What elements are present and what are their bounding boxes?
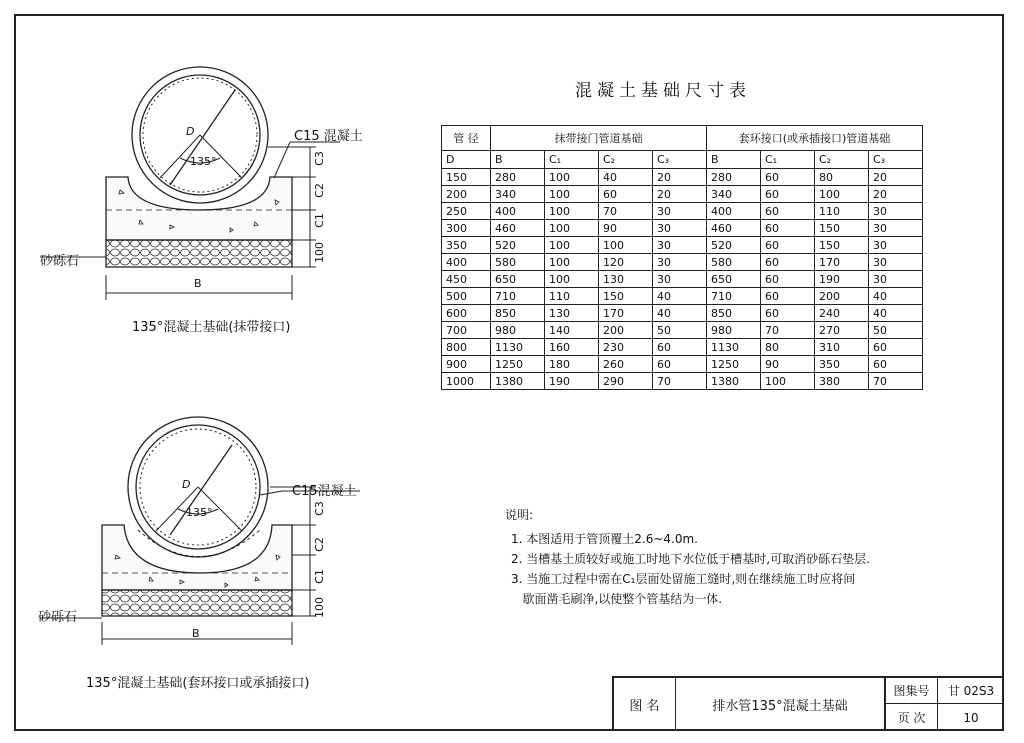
table-cell: 460 [707,220,761,237]
bottom-width-label: B [192,627,200,640]
table-row [442,339,923,356]
bottom-concrete-label: C15混凝土 [292,484,357,499]
table-row [442,237,923,254]
table-row [442,203,923,220]
table-cell: 700 [442,322,491,339]
figure-top-drawing [20,50,410,320]
table-cell: 60 [761,288,815,305]
bottom-depth-label: 100 [313,597,326,618]
table-row [442,254,923,271]
table-cell: 400 [442,254,491,271]
table-cell: 20 [869,169,923,186]
sub-header-cell: B [707,151,761,169]
table-row [442,186,923,203]
table-cell: 240 [815,305,869,322]
top-caption: 135°混凝土基础(抹带接口) [132,320,291,335]
table-cell: 20 [869,186,923,203]
table-cell: 60 [761,254,815,271]
table-cell: 100 [545,254,599,271]
table-cell: 520 [491,237,545,254]
table-cell: 60 [761,305,815,322]
top-width-label: B [194,277,202,290]
dimension-table [441,125,923,390]
table-cell: 60 [761,169,815,186]
table-cell: 30 [653,271,707,288]
table-cell: 300 [442,220,491,237]
sub-header-cell: D [442,151,491,169]
table-row [442,220,923,237]
sub-header-cell: C₂ [815,151,869,169]
table-cell: 100 [545,203,599,220]
table-cell: 120 [599,254,653,271]
top-angle-label: 135° [190,155,217,168]
table-cell: 40 [599,169,653,186]
table-cell: 30 [869,203,923,220]
table-cell: 70 [653,373,707,390]
note-1: 1. 本图适用于管顶覆土2.6~4.0m. [511,532,698,546]
table-cell: 60 [761,237,815,254]
table-cell: 170 [815,254,869,271]
table-cell: 20 [653,169,707,186]
top-depth-label: 100 [313,242,326,263]
table-cell: 100 [761,373,815,390]
table-row [442,169,923,186]
table-cell: 40 [653,288,707,305]
table-cell: 60 [869,356,923,373]
table-row [442,322,923,339]
table-cell: 200 [815,288,869,305]
table-cell: 60 [599,186,653,203]
table-cell: 130 [545,305,599,322]
table-cell: 1130 [707,339,761,356]
table-cell: 450 [442,271,491,288]
table-cell: 130 [599,271,653,288]
table-cell: 100 [545,220,599,237]
note-2: 2. 当槽基土质较好或施工时地下水位低于槽基时,可取消砂砾石垫层. [511,552,870,566]
table-cell: 40 [869,288,923,305]
table-cell: 70 [761,322,815,339]
table-cell: 100 [545,271,599,288]
table-cell: 520 [707,237,761,254]
table-cell: 100 [545,186,599,203]
top-c3-label: C3 [312,151,326,166]
table-body [442,169,923,390]
table-cell: 20 [653,186,707,203]
table-cell: 980 [707,322,761,339]
bottom-diameter-label: D [182,478,191,491]
table-cell: 710 [491,288,545,305]
table-cell: 70 [599,203,653,220]
table-cell: 60 [653,339,707,356]
table-cell: 40 [869,305,923,322]
table-cell: 80 [815,169,869,186]
table-cell: 150 [599,288,653,305]
top-c1-label: C1 [312,213,326,228]
title-block-drawing-name: 排水管135°混凝土基础 [676,678,886,731]
title-block [612,676,1004,731]
table-cell: 1000 [442,373,491,390]
bottom-c3-label: C3 [312,501,326,516]
title-block-set-value: 甘 02S3 [938,678,1004,704]
note-3: 3. 当施工过程中需在C₁层面处留施工缝时,则在继续施工时应将间 [511,572,856,586]
table-cell: 50 [869,322,923,339]
table-cell: 290 [599,373,653,390]
table-cell: 800 [442,339,491,356]
table-row [442,356,923,373]
table-cell: 30 [653,220,707,237]
figure-bottom-drawing [20,405,410,655]
table-cell: 190 [815,271,869,288]
table-title: 混凝土基础尺寸表 [575,81,751,101]
table-cell: 60 [761,271,815,288]
table-cell: 1250 [707,356,761,373]
table-cell: 100 [545,237,599,254]
table-cell: 230 [599,339,653,356]
table-cell: 40 [653,305,707,322]
table-cell: 850 [491,305,545,322]
table-cell: 280 [491,169,545,186]
table-cell: 70 [869,373,923,390]
table-cell: 650 [707,271,761,288]
table-cell: 500 [442,288,491,305]
sub-header-cell: C₂ [599,151,653,169]
title-block-set-label: 图集号 [886,678,938,704]
table-cell: 650 [491,271,545,288]
table-cell: 30 [869,237,923,254]
sub-header-cell: C₁ [545,151,599,169]
notes-heading: 说明: [505,508,534,522]
bottom-c1-label: C1 [312,569,326,584]
sub-header-cell: B [491,151,545,169]
table-cell: 150 [815,237,869,254]
title-block-page-label: 页 次 [886,704,938,731]
sub-header-cell: C₃ [653,151,707,169]
table-cell: 90 [761,356,815,373]
table-cell: 170 [599,305,653,322]
table-cell: 80 [761,339,815,356]
bottom-c2-label: C2 [312,537,326,552]
table-row [442,373,923,390]
sub-header-cell: C₃ [869,151,923,169]
title-block-page-value: 10 [963,710,979,725]
header-pipe: 管 径 [442,126,491,151]
table-cell: 150 [442,169,491,186]
table-cell: 200 [599,322,653,339]
table-cell: 460 [491,220,545,237]
table-cell: 150 [815,220,869,237]
table-cell: 400 [707,203,761,220]
table-cell: 50 [653,322,707,339]
table-cell: 30 [869,220,923,237]
table-cell: 60 [761,220,815,237]
table-cell: 980 [491,322,545,339]
table-cell: 340 [707,186,761,203]
table-cell: 110 [815,203,869,220]
table-cell: 580 [707,254,761,271]
table-row [442,288,923,305]
table-row [442,271,923,288]
bottom-gravel-label: 砂砾石 [38,610,78,625]
table-cell: 160 [545,339,599,356]
table-row [442,305,923,322]
top-diameter-label: D [186,125,195,138]
table-cell: 400 [491,203,545,220]
table-cell: 310 [815,339,869,356]
table-cell: 30 [869,254,923,271]
table-cell: 60 [653,356,707,373]
table-cell: 200 [442,186,491,203]
table-cell: 1250 [491,356,545,373]
table-cell: 1380 [707,373,761,390]
notes-block [505,505,870,609]
table-cell: 190 [545,373,599,390]
table-cell: 30 [653,254,707,271]
table-cell: 30 [869,271,923,288]
bottom-angle-label: 135° [186,506,213,519]
table-cell: 850 [707,305,761,322]
sub-header-row [442,151,923,169]
gravel-bed-top [106,240,292,267]
header-group2: 套环接口(或承插接口)管道基础 [707,126,923,151]
table-cell: 140 [545,322,599,339]
table-cell: 250 [442,203,491,220]
table-cell: 350 [442,237,491,254]
top-gravel-label: 砂砾石 [40,254,80,269]
title-block-name-label: 图 名 [614,678,676,731]
table-cell: 60 [761,203,815,220]
table-cell: 350 [815,356,869,373]
table-cell: 340 [491,186,545,203]
table-cell: 60 [869,339,923,356]
table-cell: 280 [707,169,761,186]
table-cell: 30 [653,203,707,220]
table-cell: 110 [545,288,599,305]
gravel-bed-bottom [102,590,292,616]
table-cell: 260 [599,356,653,373]
table-cell: 60 [761,186,815,203]
table-cell: 1130 [491,339,545,356]
table-cell: 30 [653,237,707,254]
note-4: 歇面凿毛刷净,以使整个管基结为一体. [511,592,723,606]
top-concrete-label: C15 混凝土 [294,129,363,144]
table-cell: 90 [599,220,653,237]
table-cell: 100 [599,237,653,254]
table-cell: 600 [442,305,491,322]
sub-header-cell: C₁ [761,151,815,169]
table-cell: 100 [815,186,869,203]
table-cell: 270 [815,322,869,339]
table-cell: 100 [545,169,599,186]
table-cell: 900 [442,356,491,373]
top-c2-label: C2 [312,183,326,198]
table-cell: 1380 [491,373,545,390]
table-cell: 380 [815,373,869,390]
bottom-caption: 135°混凝土基础(套环接口或承插接口) [86,676,310,691]
table-cell: 710 [707,288,761,305]
table-cell: 180 [545,356,599,373]
header-group1: 抹带接门管道基础 [491,126,707,151]
table-cell: 580 [491,254,545,271]
